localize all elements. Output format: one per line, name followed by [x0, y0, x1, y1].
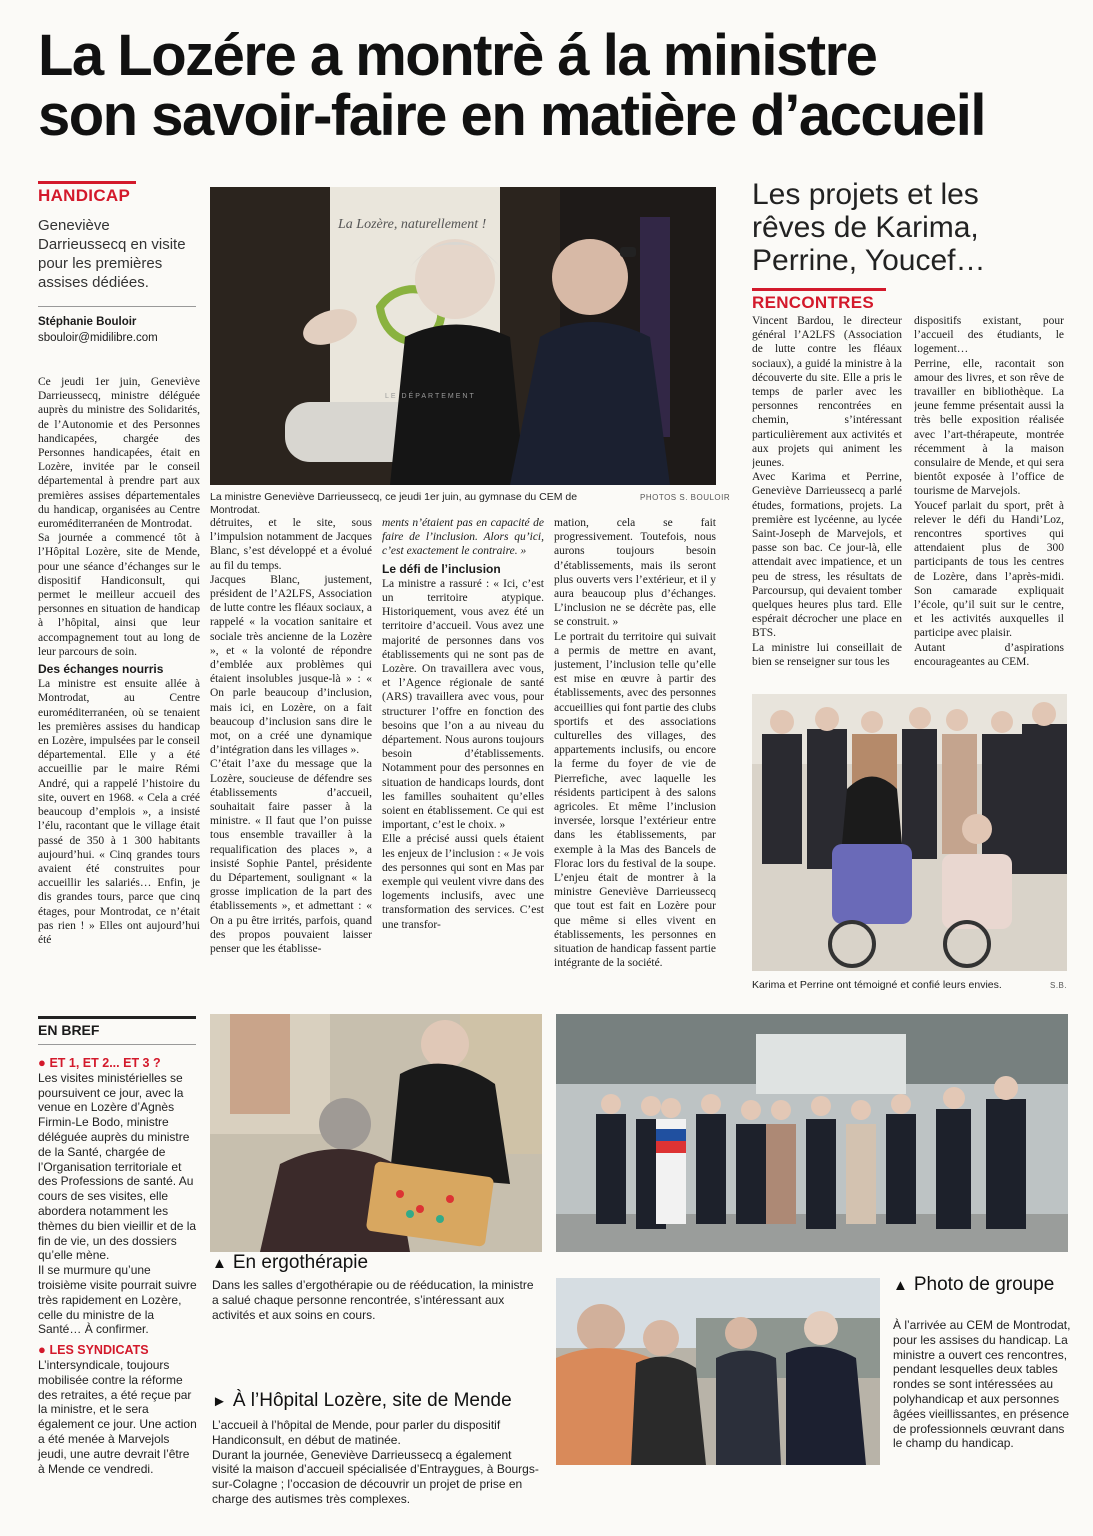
side-title: Les projets et les rêves de Karima, Perrine, Youcef… — [752, 178, 986, 277]
side-photo-caption: Karima et Perrine ont témoigné et confié leurs envies. — [752, 979, 1002, 991]
main-photo-caption: La ministre Geneviève Darrieussecq, ce jeudi 1er juin, au gymnase du CEM de Montrodat. — [210, 491, 578, 516]
groupe-caption-text: À l’arrivée au CEM de Montrodat, pour les assises du handicap. La ministre a ouvert ces rencontres, pendant lesquelles deux tables rondes se sont intéressées au polyhandicap et aux personnes âgées vieillissantes, en présence de professionnels œuvrant dans le champ du handicap. — [893, 1318, 1071, 1451]
banner-small: LE DÉPARTEMENT — [385, 393, 476, 400]
ergo-caption-title: ▲ En ergothérapie — [212, 1252, 369, 1273]
article-col-1 — [38, 375, 200, 995]
banner-text: La Lozère, naturellement ! — [338, 217, 487, 232]
groupe-caption-title: ▲ Photo de groupe — [893, 1274, 1055, 1295]
group-photo — [556, 1014, 1068, 1252]
hospital-photo-illustration — [556, 1278, 880, 1465]
bref-item-1-text: Les visites ministérielles se poursuivent ce jour, avec la venue en Lozère d’Agnès Firmin-Le Bodo, ministre déléguée auprès du ministre de la Santé, chargée de l’Organisation territoriale et des Professions de santé. Au cours de ses visites, elle abordera notamment les thèmes du bien vieillir et de la fin de vie, un des dossiers qu’elle mène. Il se murmure qu’une troisième visite pourrait suivre très rapidement en Lozère, celle du ministre de la Santé… À confirmer. — [38, 1070, 197, 1337]
side-col-a: Vincent Bardou, le directeur général l’A2LFS (Association de lutte contre les fléaux sociaux), a guidé la ministre à la découverte du site. Elle a pris le temps de parler avec les personnes rencontrées en chemin, s’intéressant particulièrement aux activités et aux projets qui animent les jeunes. Avec Karima et Perrine, Geneviève Darrieussecq a parlé études, formations, projets. La première est lycéenne, au lycée Saint-Joseph de Marvejols, et passe son bac. Ce jour-là, elle attendait avec impatience, et un peu de stress, les résultats de Parcoursup, qui devaient tomber quelques heures plus tard. Elle espérait décrocher une place en BTS. La ministre lui conseillait de bien se renseigner sur tous les — [752, 315, 902, 668]
bref-divider — [38, 1044, 196, 1045]
group-photo-illustration — [556, 1014, 1068, 1252]
rubric-handicap: HANDICAP — [38, 186, 131, 205]
article-col-4: mation, cela se fait progressivement. Toutefois, nous aurons toujours besoin d’établissements, mais ils seront plus ouverts vers l’extérieur, et il y aura beaucoup plus d’échanges. L’inclusion ne se décrète pas, elle se construit. » Le portrait du territoire qui suivait a permis de mettre en avant, justement, l’inclusion telle qu’elle est mise en œuvre à partir des établissements, avec des personnes accueillies qui font partie des clubs sportifs et des associations culturelles des villages, des appartements inclusifs, ou encore la ferme du foyer de vie de Pierrefiche, avec laquelle les résidents participent à des salons agricoles. Et même l’inclusion inversée, lorsque l’extérieur entre dans les établissements, par exemple à la Mas des Bancels de Florac lors du festival de la soupe. L’enjeu était de montrer à la ministre Geneviève Darrieussecq que tout est fait en Lozère pour que même si elles vivent en établissements, les personnes en situation de handicap fassent partie intégrante de la société. — [554, 517, 716, 970]
hopital-caption-text: L’accueil à l’hôpital de Mende, pour parler du dispositif Handiconsult, en début de matinée. Durant la journée, Geneviève Darrieussecq a également visité la maison d’accueil spécialisée d’Entraygues, à Bourgs-sur-Colagne ; l’occasion de découvrir un projet de prise en charge des autismes très complexes. — [212, 1418, 539, 1506]
hopital-caption-title: ► À l’Hôpital Lozère, site de Mende — [212, 1390, 512, 1411]
bref-item-1-head: ● ET 1, ET 2... ET 3 ? — [38, 1055, 161, 1070]
article-col-3a-text: ments n’étaient pas en capacité de faire de l’inclusion. Alors qu’ici, c’est exactement le contraire. » — [382, 517, 544, 558]
triangle-right-icon: ► — [212, 1393, 227, 1410]
hospital-photo — [556, 1278, 880, 1465]
side-col-b: dispositifs existant, pour l’accueil des étudiants, le logement… Perrine, elle, racontait son amour des livres, et son rêve de travailler en bibliothèque. La jeune femme présentait aussi la très belle exposition réalisée avec l’art-thérapeute, montrée récemment à la maison consulaire de Mende, et qui sera bientôt exposée à l’office de tourisme de Marvejols. Youcef parlait du sport, prêt à relever le défi du Handi’Loz, rencontres sportives qui attendaient plus de 300 participants de tous les centres de Lozère, dans l’après-midi. Son camarade expliquait l’école, qu’il suit sur le centre, et les activités auxquelles il participe avec plaisir. Autant d’aspirations encourageantes au CEM. — [914, 315, 1064, 668]
dek: Geneviève Darrieussecq en visite pour les premières assises dédiées. — [38, 217, 186, 291]
subhead-echanges: Des échanges nourris — [38, 662, 164, 677]
bref-item-2-text: L’intersyndicale, toujours mobilisée contre la réforme des retraites, a été reçue par la ministre, et le sera également ce jour. Une action a été menée à Marvejols jeudi, une autre devrait l’être à Mende ce vendredi. — [38, 1357, 197, 1476]
divider — [38, 306, 196, 307]
headline-line-2: son savoir-faire en matière d’accueil — [38, 83, 986, 148]
ergo-photo-illustration — [210, 1014, 542, 1252]
side-photo-credit: S.B. — [1050, 981, 1068, 990]
article-col-3b-text: La ministre a rassuré : « Ici, c’est un territoire atypique. Historiquement, vous avez été un territoire d’accueil. Vous avez une majorité de personnes dans vos établissements qui ne sont pas de Lozère. On travaillera avec vous, et l’Agence régionale de santé (ARS) travaillera avec vous, pour structurer l’offre en fonction des besoins que l’on a au niveau du département. Nous aurons toujours besoin d’établissements. Notamment pour des personnes en situation de handicaps lourds, dont les familles souhaitent qu’elles soient en établissement. Ce qui est important, c’est le choix. » Elle a précisé aussi quels étaient les enjeux de l’inclusion : « Je vois des personnes qui sont en Mas par exemple qui veulent vivre dans des logements inclusifs, avec une transformation des services. C’est une transfor- — [382, 577, 544, 931]
author: Stéphanie Bouloir — [38, 316, 137, 328]
bref-bar — [38, 1016, 196, 1019]
rubric-bar — [38, 181, 136, 184]
author-email[interactable]: sbouloir@midilibre.com — [38, 332, 158, 344]
article-col-1b-text: La ministre est ensuite allée à Montrodat, au Centre euroméditerranéen, où se tenaient les premières assises du handicap en Lozère, impulsées par le conseil départemental. Elle y a été accueillie par le maire Rémi André, qui a rappelé l’histoire du site, ouvert en 1968. « Cela a créé beaucoup d’emplois », a insisté l’élu, racontant que le village était passé de 350 à 1 300 habitants aujourd’hui. « Cinq grandes tours avaient été construites pour accueillir les salariés… Enfin, je dis grandes tours, parce que cinq étages, pour Montrodat, ce n’était pas rien ! » Elles ont aujourd’hui été — [38, 678, 200, 946]
bref-body — [38, 1050, 198, 1476]
ergo-photo — [210, 1014, 542, 1252]
side-photo — [752, 694, 1067, 971]
main-photo-credit: PHOTOS S. BOULOIR — [640, 493, 731, 502]
subhead-defi: Le défi de l’inclusion — [382, 561, 501, 576]
article-col-3 — [382, 516, 544, 996]
side-photo-illustration — [752, 694, 1067, 971]
headline-line-1: La Lozére a montrè á la ministre — [38, 23, 877, 88]
side-rubric: RENCONTRES — [752, 293, 875, 312]
bref-title: EN BREF — [38, 1022, 100, 1038]
triangle-up-icon: ▲ — [893, 1277, 908, 1294]
bref-item-2-head: ● LES SYNDICATS — [38, 1342, 149, 1358]
triangle-up-icon: ▲ — [212, 1255, 227, 1272]
ergo-caption-text: Dans les salles d’ergothérapie ou de rééducation, la ministre a salué chaque personne rencontrée, s’intéressant aux activités et aux soins en cours. — [212, 1278, 534, 1322]
headline — [38, 23, 1068, 148]
side-rubric-bar — [752, 288, 886, 291]
article-col-2: détruites, et le site, sous l’impulsion notamment de Jacques Blanc, s’est développé et a évolué au fil du temps. Jacques Blanc, justement, président de l’A2LFS, Association de lutte contre les fléaux sociaux, a rappelé « la vocation sanitaire et sociale très ancienne de la Lozère », et « la volonté de répondre d’emblée aux problèmes qui étaient insolubles jusque-là » : « On parle beaucoup d’inclusion, mais ici, en Lozère, on a fait beaucoup d’inclusion sans dire le mot, on a créé une dynamique d’intégration dans les villages ». C’était l’axe du message que la Lozère, soucieuse de défendre ses établissements d’accueil, souhaitait faire passer à la ministre. « Il faut que l’on puisse tous ensemble travailler à la requalification des places », a insisté Sophie Pantel, présidente du Département, soulignant « la grosse implication de la part des établissements », et admettant : « On a pu être irrités, parfois, quand des propos pouvaient laisser penser que les établisse- — [210, 517, 372, 956]
main-photo — [210, 187, 716, 485]
article-col-1-text: Ce jeudi 1er juin, Geneviève Darrieussecq, ministre déléguée auprès du ministre des Solidarités, de l’Autonomie et des Personnes handicapées, chargée des Personnes handicapées, était en Lozère, invitée par le conseil départemental à prendre part aux premières assises départementales du handicap, organisées au Centre euroméditerranéen de Montrodat. Sa journée a commencé tôt à l’Hôpital Lozère, site de Mende, pour une séance d’échanges sur le dispositif Handiconsult, qui permet le meilleur accueil des personnes en situation de handicap à l’hôpital, ainsi que leur accompagnement tout au long de leur parcours de soin. — [38, 376, 200, 658]
